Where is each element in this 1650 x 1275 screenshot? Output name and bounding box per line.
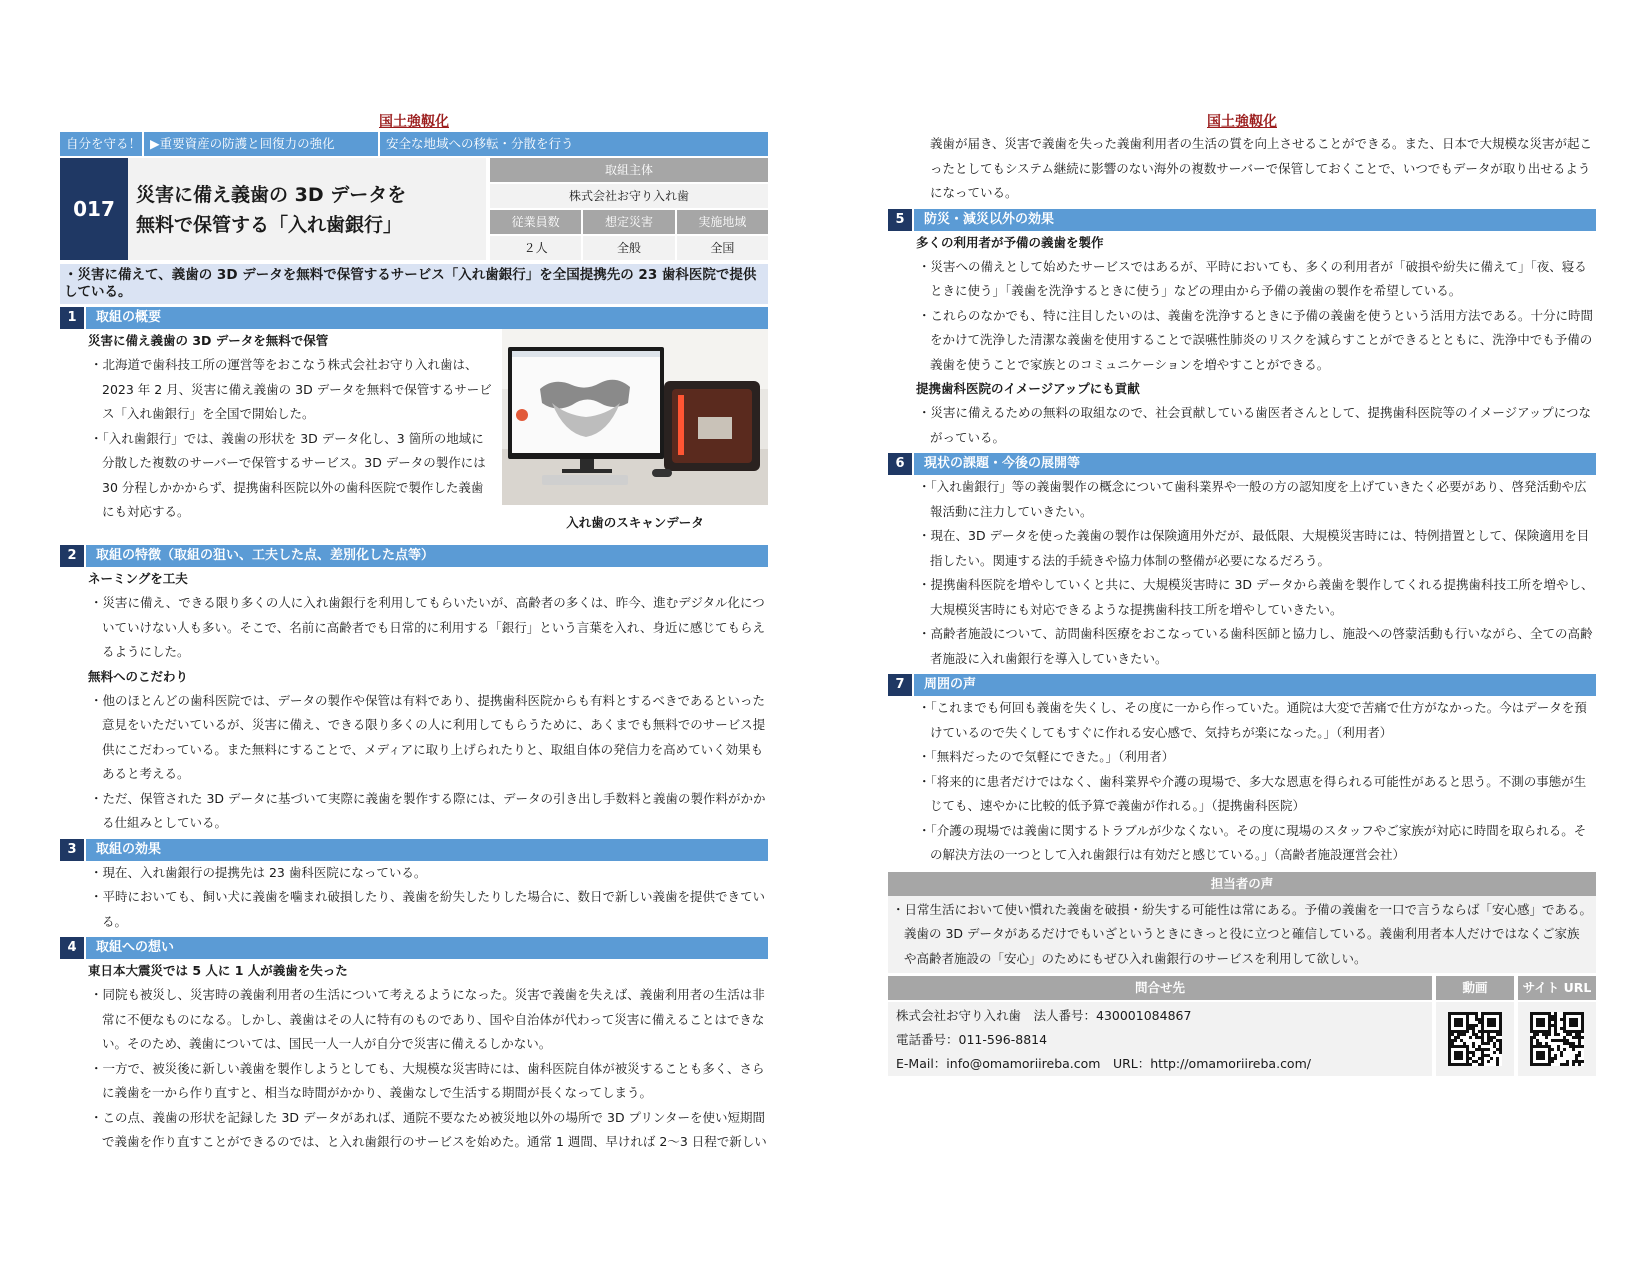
section-5-subheading: 提携歯科医院のイメージアップにも貢献 bbox=[916, 381, 1140, 396]
scan-photo bbox=[502, 329, 768, 531]
section-title: 現状の課題・今後の展開等 bbox=[914, 453, 1596, 475]
category-tag-asset: ▶重要資産の防護と回復力の強化 bbox=[144, 132, 380, 156]
bullet: ・同院も被災し、災害時の義歯利用者の生活について考えるようになった。災害で義歯を失えば、義歯利用者の生活は非常に不便なものになる。しかし、義歯はその人に特有のものであり、国や自治体が代わって災害に備えることはできない。そのため、義歯については、国民一人一人が自分で災害に備えるしかない。 bbox=[90, 987, 765, 1051]
contact-table bbox=[888, 976, 1596, 1076]
entity-value: 株式会社お守り入れ歯 bbox=[490, 184, 768, 208]
continued-text: 義歯が届き、災害で義歯を失った義歯利用者の生活の質を向上させることができる。また、日本で大規模な災害が起こったとしてもシステム継続に影響のない海外の複数サーバーで保管しておくことで、いつでもデータが取り出せるようになっている。 bbox=[930, 136, 1593, 200]
email-url[interactable]: E-Mail：info@omamoriireba.com URL：http://omamoriireba.com/ bbox=[896, 1056, 1311, 1071]
site-qr-icon[interactable] bbox=[1518, 1002, 1596, 1076]
bullet: ・「入れ歯銀行」では、義歯の形状を 3D データ化し、3 箇所の地域に分散した複数のサーバーで保管するサービス。3D データの製作には 30 分程しかかからず、提携歯科医院以外の歯科医院で製作した義歯にも対応する。 bbox=[90, 430, 486, 519]
section-number: 6 bbox=[888, 453, 912, 475]
right-page bbox=[888, 112, 1596, 1076]
bullet: ・提携歯科医院を増やしていくと共に、大規模災害時に 3D データから義歯を製作してくれる提携歯科技工所を増やし、大規模災害時にも対応できるような提携歯科技工所を増やしていきたい。 bbox=[918, 577, 1594, 617]
employees-value: ２人 bbox=[490, 236, 581, 260]
bullet: ・一方で、被災後に新しい義歯を製作しようとしても、大規模な災害時には、歯科医院自体が被災することも多く、さらに義歯を一から作り直すと、相当な時間がかかり、義歯なしで生活する期間が長くなってしまう。 bbox=[90, 1060, 765, 1100]
bullet: ・北海道で歯科技工所の運営等をおこなう株式会社お守り入れ歯は、2023 年 2 月、災害に備え義歯の 3D データを無料で保管するサービス「入れ歯銀行」を全国で開始した。 bbox=[90, 357, 492, 421]
bullet: ・現在、3D データを使った義歯の製作は保険適用外だが、最低限、大規模災害時には、特例措置として、保険適用を目指したい。関連する法的手続きや協力体制の整備が必要になるだろう。 bbox=[918, 528, 1590, 568]
bullet: ・これらのなかでも、特に注目したいのは、義歯を洗浄するときに予備の義歯を使うという活用方法である。十分に時間をかけて洗浄した清潔な義歯を使用することで誤嚥性肺炎のリスクを減らすことができるとともに、洗浄中でも予備の義歯を使うことで家族とのコミュニケーションを増やすことができる。 bbox=[918, 307, 1594, 372]
disaster-value: 全般 bbox=[583, 236, 674, 260]
section-5-header bbox=[888, 209, 1596, 231]
section-title: 取組の概要 bbox=[86, 307, 768, 329]
site-url-header: サイト URL bbox=[1518, 976, 1596, 1000]
bullet: ・「将来的に患者だけではなく、歯科業界や介護の現場で、多大な恩恵を得られる可能性があると思う。不測の事態が生じても、速やかに比較的低予算で義歯が作れる。」（提携歯科医院） bbox=[918, 773, 1587, 813]
photo-caption: 入れ歯のスキャンデータ bbox=[566, 515, 704, 530]
info-table bbox=[490, 158, 768, 260]
section-number: 5 bbox=[888, 209, 912, 231]
category-tag-self: 自分を守る！ bbox=[60, 132, 144, 156]
voice-line: ・日常生活において使い慣れた義歯を破損・紛失する可能性は常にある。予備の義歯を一口で言うならば「安心感」である。 bbox=[892, 901, 1593, 917]
section-number: 7 bbox=[888, 674, 912, 696]
case-number: 017 bbox=[60, 158, 128, 260]
bullet: ・ただ、保管された 3D データに基づいて実際に義歯を製作する際には、データの引き出し手数料と義歯の製作料がかかる仕組みとしている。 bbox=[90, 790, 766, 830]
info-value-row bbox=[490, 236, 768, 260]
section-title: 防災・減災以外の効果 bbox=[914, 209, 1596, 231]
section-number: 4 bbox=[60, 937, 84, 959]
category-tag-relocation: 安全な地域への移転・分散を行う bbox=[380, 132, 768, 156]
section-1-body bbox=[60, 329, 768, 531]
section-3-header bbox=[60, 839, 768, 861]
bullet: ・「入れ歯銀行」等の義歯製作の概念について歯科業界や一般の方の認知度を上げていきたく必要があり、啓発活動や広報活動に注力していきたい。 bbox=[918, 479, 1587, 519]
bullet: ・災害に備え、できる限り多くの人に入れ歯銀行を利用してもらいたいが、高齢者の多くは、昨今、進むデジタル化についていけない人も多い。そこで、名前に高齢者でも日常的に利用する「銀行」という言葉を入れ、身近に感じてもらえるようにした。 bbox=[90, 595, 766, 659]
section-title: 取組の効果 bbox=[86, 839, 768, 861]
scan-photo-image bbox=[502, 329, 768, 505]
section-5-subheading: 多くの利用者が予備の義歯を製作 bbox=[916, 234, 1104, 250]
section-4-header bbox=[60, 937, 768, 959]
company-info: 株式会社お守り入れ歯 法人番号：430001084867 bbox=[896, 1008, 1192, 1023]
bullet: ・高齢者施設について、訪問歯科医療をおこなっている歯科医師と協力し、施設への啓蒙活動も行いながら、全ての高齢者施設に入れ歯銀行を導入していきたい。 bbox=[918, 626, 1593, 666]
voice-header: 担当者の声 bbox=[888, 872, 1596, 896]
bullet: ・他のほとんどの歯科医院では、データの製作や保管は有料であり、提携歯科医院からも有料とするべきであるといった意見をいただいているが、災害に備え、できる限り多くの人に利用してもらうために、あくまでも無料でのサービス提供にこだわっている。また無料にすることで、メディアに取り上げられたりと、取組自体の発信力を高めていく効果もあると考える。 bbox=[90, 692, 766, 781]
employees-header: 従業員数 bbox=[490, 210, 581, 234]
disaster-header: 想定災害 bbox=[583, 210, 674, 234]
bullet: ・「これまでも何回も義歯を失くし、その度に一から作っていた。通院は大変で苦痛で仕方がなかった。今はデータを預けているので失くしてもすぐに作れる安心感で、気持ちが楽になった。」（利用者） bbox=[918, 700, 1587, 740]
section-number: 1 bbox=[60, 307, 84, 329]
contact-header: 問合せ先 bbox=[888, 976, 1432, 1000]
category-heading: 国土強靱化 bbox=[379, 114, 449, 130]
voice-line: 義歯の 3D データがあるだけでもいざというときにきっと役に立つと確信している。義歯利用者本人だけではなくご家族や高齢者施設の「安心」のためにもぜひ入れ歯銀行のサービスを利用して欲しい。 bbox=[904, 926, 1580, 966]
section-number: 2 bbox=[60, 545, 84, 567]
category-heading: 国土強靱化 bbox=[1207, 114, 1277, 130]
bullet: ・災害への備えとして始めたサービスではあるが、平時においても、多くの利用者が「破損や紛失に備えて」「夜、寝るときに使う」「義歯を洗浄するときに使う」などの理由から予備の義歯の製作を希望している。 bbox=[918, 258, 1587, 298]
section-2-header bbox=[60, 545, 768, 567]
entity-header: 取組主体 bbox=[490, 158, 768, 182]
section-1-header bbox=[60, 307, 768, 329]
bullet: ・災害に備えるための無料の取組なので、社会貢献している歯医者さんとして、提携歯科医院等のイメージアップにつながっている。 bbox=[918, 405, 1592, 445]
section-7-header bbox=[888, 674, 1596, 696]
bullet: ・「介護の現場では義歯に関するトラブルが少なくない。その度に現場のスタッフやご家族が対応に時間を取られる。その解決方法の一つとして入れ歯銀行は有効だと感じている。」（高齢者施設運営会社） bbox=[918, 822, 1587, 862]
area-header: 実施地域 bbox=[677, 210, 768, 234]
voice-body bbox=[888, 896, 1596, 974]
bullet: ・現在、入れ歯銀行の提携先は 23 歯科医院になっている。 bbox=[90, 864, 427, 880]
area-value: 全国 bbox=[677, 236, 768, 260]
video-qr-icon[interactable] bbox=[1436, 1002, 1514, 1076]
section-title: 周囲の声 bbox=[914, 674, 1596, 696]
category-row bbox=[60, 132, 768, 156]
section-6-header bbox=[888, 453, 1596, 475]
bullet: ・平時においても、飼い犬に義歯を噛まれ破損したり、義歯を紛失したりした場合に、数日で新しい義歯を提供できている。 bbox=[90, 889, 766, 929]
case-header bbox=[60, 158, 768, 260]
case-title-line2: 無料で保管する「入れ歯銀行」 bbox=[136, 214, 403, 236]
info-header-row bbox=[490, 210, 768, 234]
section-title: 取組の特徴（取組の狙い、工夫した点、差別化した点等） bbox=[86, 545, 768, 567]
case-title bbox=[128, 158, 486, 260]
section-4-subheading: 東日本大震災では 5 人に 1 人が義歯を失った bbox=[88, 963, 348, 978]
section-title: 取組への想い bbox=[86, 937, 768, 959]
video-header: 動画 bbox=[1436, 976, 1514, 1000]
section-2-subheading: ネーミングを工夫 bbox=[88, 571, 188, 586]
left-page bbox=[60, 112, 768, 1155]
section-1-subheading: 災害に備え義歯の 3D データを無料で保管 bbox=[88, 333, 329, 348]
bullet: ・この点、義歯の形状を記録した 3D データがあれば、通院不要なため被災地以外の場所で 3D プリンターを使い短期間で義歯を作り直すことができるのでは、と入れ歯銀行のサービスを始めた。通常 1 週間、早ければ 2～3 日程で新しい bbox=[90, 1109, 767, 1149]
summary: ・災害に備えて、義歯の 3D データを無料で保管するサービス「入れ歯銀行」を全国提携先の 23 歯科医院で提供している。 bbox=[60, 264, 768, 304]
contact-body bbox=[888, 1002, 1432, 1076]
bullet: ・「無料だったので気軽にできた。」（利用者） bbox=[918, 749, 1175, 764]
phone-number: 電話番号：011-596-8814 bbox=[896, 1032, 1048, 1047]
section-2-subheading: 無料へのこだわり bbox=[88, 668, 189, 684]
case-title-line1: 災害に備え義歯の 3D データを bbox=[136, 184, 407, 206]
section-number: 3 bbox=[60, 839, 84, 861]
